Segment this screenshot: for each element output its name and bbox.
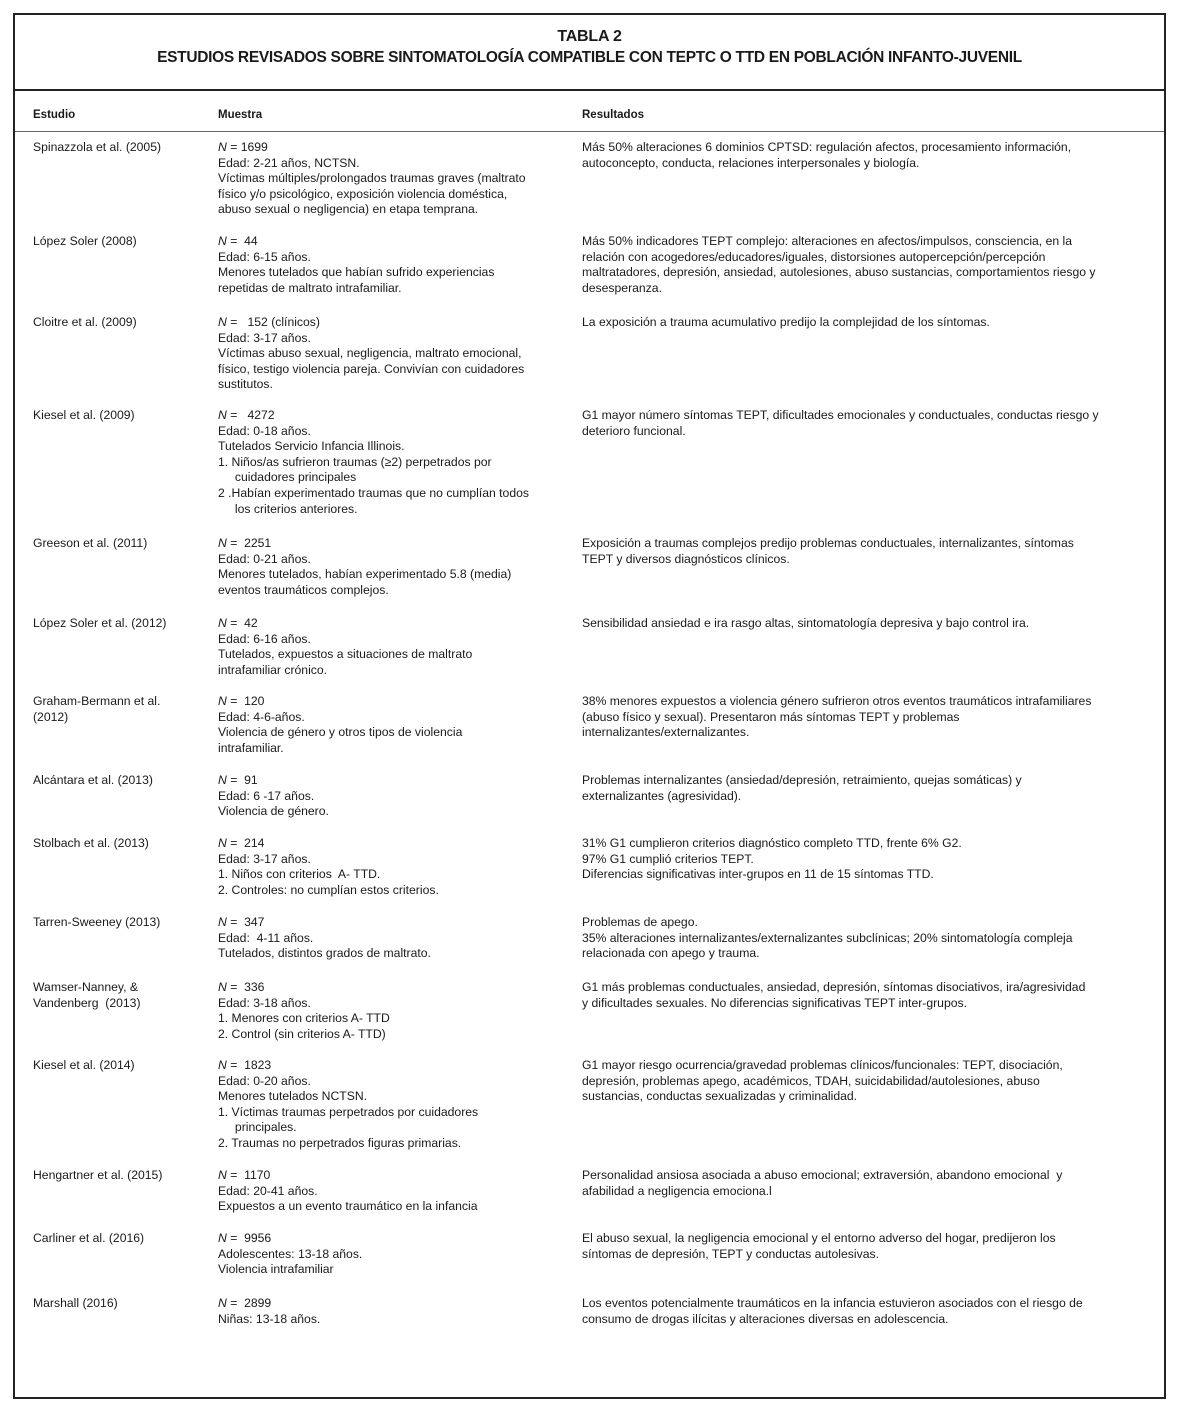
cell-line: Los eventos potencialmente traumáticos en la infancia estuvieron asociados con el riesgo de bbox=[582, 1296, 1083, 1310]
sample-size bbox=[218, 536, 511, 552]
cell-line: La exposición a trauma acumulativo predijo la complejidad de los síntomas. bbox=[582, 315, 990, 329]
cell-line: Edad: 0-21 años. bbox=[218, 551, 311, 566]
n-label: N bbox=[218, 616, 227, 630]
cell-line: y dificultades sexuales. No diferencias significativas TEPT inter-grupos. bbox=[582, 995, 967, 1010]
n-label: N bbox=[218, 408, 227, 422]
n-label: N bbox=[218, 140, 227, 154]
cell-line: 1. Niños/as sufrieron traumas (≥2) perpetrados por bbox=[218, 454, 492, 469]
cell-line: intrafamiliar crónico. bbox=[218, 662, 328, 677]
cell-line: Violencia de género y otros tipos de violencia bbox=[218, 725, 463, 740]
n-label: N bbox=[218, 980, 227, 994]
cell-line: sustancias, conductas sexualizadas y criminalidad. bbox=[582, 1089, 858, 1104]
cell-resultados bbox=[582, 140, 1071, 171]
n-value: = 214 bbox=[230, 836, 265, 850]
cell-line: relacionada con apego y trauma. bbox=[582, 946, 760, 961]
cell-line: Stolbach et al. (2013) bbox=[33, 836, 149, 850]
cell-line: Adolescentes: 13-18 años. bbox=[218, 1246, 363, 1261]
cell-resultados bbox=[582, 1231, 1056, 1262]
cell-line: Edad: 4-11 años. bbox=[218, 930, 314, 945]
cell-muestra bbox=[218, 1168, 477, 1215]
cell-line: Vandenberg (2013) bbox=[33, 995, 141, 1010]
cell-line: consumo de drogas ilícitas y alteraciones diversas en adolescencia. bbox=[582, 1311, 949, 1326]
cell-line: Cloitre et al. (2009) bbox=[33, 315, 137, 329]
cell-resultados bbox=[582, 836, 962, 883]
cell-muestra bbox=[218, 234, 494, 296]
sample-size bbox=[218, 836, 439, 852]
sample-size bbox=[218, 1296, 320, 1312]
cell-line: Tarren-Sweeney (2013) bbox=[33, 915, 161, 929]
n-label: N bbox=[218, 1058, 227, 1072]
header-estudio: Estudio bbox=[33, 109, 76, 121]
cell-line: 2. Control (sin criterios A- TTD) bbox=[218, 1026, 386, 1041]
cell-line: síntomas de depresión, TEPT y conductas autolesivas. bbox=[582, 1246, 879, 1261]
cell-line: afabilidad a negligencia emociona.l bbox=[582, 1183, 772, 1198]
cell-line: Víctimas abuso sexual, negligencia, maltrato emocional, bbox=[218, 346, 522, 361]
sample-size bbox=[218, 1231, 362, 1247]
cell-line: Hengartner et al. (2015) bbox=[33, 1168, 163, 1182]
n-label: N bbox=[218, 1168, 227, 1182]
n-value: = 91 bbox=[230, 773, 258, 787]
cell-line: Edad: 3-17 años. bbox=[218, 330, 311, 345]
cell-line: abuso sexual o negligencia) en etapa temprana. bbox=[218, 202, 479, 217]
cell-muestra bbox=[218, 315, 524, 393]
cell-line: los criterios anteriores. bbox=[218, 501, 358, 516]
cell-line: Tutelados Servicio Infancia Illinois. bbox=[218, 439, 405, 454]
cell-resultados bbox=[582, 773, 1022, 804]
cell-line: (abuso físico y sexual). Presentaron más síntomas TEPT y problemas bbox=[582, 709, 960, 724]
n-value: = 1699 bbox=[230, 140, 268, 154]
n-value: = 4272 bbox=[230, 408, 275, 422]
cell-line: 2. Traumas no perpetrados figuras primarias. bbox=[218, 1135, 462, 1150]
cell-estudio bbox=[33, 408, 135, 424]
cell-estudio bbox=[33, 1231, 144, 1247]
cell-estudio bbox=[33, 1296, 118, 1312]
cell-line: Edad: 2-21 años, NCTSN. bbox=[218, 155, 360, 170]
cell-line: Edad: 4-6-años. bbox=[218, 709, 305, 724]
cell-line: relación con acogedores/educadores/iguales, distorsiones autopercepción/percepción bbox=[582, 249, 1046, 264]
header-muestra: Muestra bbox=[218, 109, 263, 121]
sample-size bbox=[218, 140, 526, 156]
cell-line: G1 mayor número síntomas TEPT, dificultades emocionales y conductuales, conductas riesgo y bbox=[582, 408, 1099, 422]
cell-line: intrafamiliar. bbox=[218, 740, 284, 755]
sample-size bbox=[218, 616, 472, 632]
cell-line: eventos traumáticos complejos. bbox=[218, 582, 389, 597]
sample-size bbox=[218, 980, 390, 996]
cell-estudio bbox=[33, 140, 161, 156]
cell-line: 2 .Habían experimentado traumas que no cumplían todos bbox=[218, 485, 529, 500]
cell-line: Más 50% indicadores TEPT complejo: alteraciones en afectos/impulsos, consciencia, en la bbox=[582, 234, 1073, 248]
cell-line: internalizantes/externalizantes. bbox=[582, 725, 750, 740]
cell-line: Expuestos a un evento traumático en la infancia bbox=[218, 1199, 478, 1214]
cell-line: Edad: 20-41 años. bbox=[218, 1183, 318, 1198]
cell-line: depresión, problemas apego, académicos, TDAH, suicidabilidad/autolesiones, abuso bbox=[582, 1073, 1040, 1088]
n-value: = 347 bbox=[230, 915, 265, 929]
cell-line: Graham-Bermann et al. bbox=[33, 694, 161, 708]
cell-line: López Soler (2008) bbox=[33, 234, 137, 248]
cell-line: 2. Controles: no cumplían estos criterios. bbox=[218, 882, 439, 897]
header-resultados: Resultados bbox=[582, 109, 644, 121]
cell-resultados bbox=[582, 315, 990, 331]
cell-resultados bbox=[582, 915, 1072, 962]
table-title-box bbox=[15, 15, 1164, 91]
cell-estudio bbox=[33, 1058, 135, 1074]
sample-size bbox=[218, 773, 329, 789]
cell-line: Wamser-Nanney, & bbox=[33, 980, 138, 994]
cell-line: Más 50% alteraciones 6 dominios CPTSD: regulación afectos, procesamiento información, bbox=[582, 140, 1072, 154]
cell-line: Menores tutelados que habían sufrido experiencias bbox=[218, 265, 495, 280]
cell-line: Tutelados, expuestos a situaciones de maltrato bbox=[218, 647, 473, 662]
sample-size bbox=[218, 1058, 478, 1074]
cell-line: sustitutos. bbox=[218, 377, 273, 392]
cell-line: Alcántara et al. (2013) bbox=[33, 773, 153, 787]
cell-estudio bbox=[33, 694, 160, 725]
header-divider bbox=[15, 131, 1164, 132]
cell-line: Sensibilidad ansiedad e ira rasgo altas, sintomatología depresiva y bajo control ira. bbox=[582, 616, 1030, 630]
cell-line: Greeson et al. (2011) bbox=[33, 536, 148, 550]
cell-line: físico y/o psicológico, exposición violencia doméstica, bbox=[218, 186, 508, 201]
n-value: = 120 bbox=[230, 694, 265, 708]
cell-line: 1. Niños con criterios A- TTD. bbox=[218, 867, 381, 882]
cell-line: TEPT y diversos diagnósticos clínicos. bbox=[582, 551, 790, 566]
cell-muestra bbox=[218, 773, 329, 820]
cell-line: G1 más problemas conductuales, ansiedad, depresión, síntomas disociativos, ira/agresividad bbox=[582, 980, 1086, 994]
n-value: = 44 bbox=[230, 234, 258, 248]
cell-line: repetidas de maltrato intrafamiliar. bbox=[218, 280, 402, 295]
cell-line: El abuso sexual, la negligencia emocional y el entorno adverso del hogar, predijeron los bbox=[582, 1231, 1056, 1245]
cell-resultados bbox=[582, 1058, 1063, 1105]
table-number: TABLA 2 bbox=[557, 28, 622, 45]
cell-line: 1. Menores con criterios A- TTD bbox=[218, 1011, 390, 1026]
n-label: N bbox=[218, 315, 227, 329]
cell-muestra bbox=[218, 1231, 362, 1278]
cell-resultados bbox=[582, 980, 1085, 1011]
cell-estudio bbox=[33, 836, 149, 852]
cell-line: Menores tutelados NCTSN. bbox=[218, 1089, 368, 1104]
cell-line: Diferencias significativas inter-grupos en 11 de 15 síntomas TTD. bbox=[582, 867, 934, 882]
cell-resultados bbox=[582, 408, 1099, 439]
cell-line: Problemas internalizantes (ansiedad/depresión, retraimiento, quejas somáticas) y bbox=[582, 773, 1022, 787]
cell-line: Marshall (2016) bbox=[33, 1296, 118, 1310]
cell-line: Kiesel et al. (2009) bbox=[33, 408, 135, 422]
cell-line: Violencia intrafamiliar bbox=[218, 1262, 334, 1277]
cell-muestra bbox=[218, 836, 439, 898]
cell-line: Carliner et al. (2016) bbox=[33, 1231, 145, 1245]
n-label: N bbox=[218, 836, 227, 850]
n-value: = 9956 bbox=[230, 1231, 272, 1245]
cell-resultados bbox=[582, 694, 1091, 741]
sample-size bbox=[218, 694, 462, 710]
cell-line: deterioro funcional. bbox=[582, 423, 686, 438]
cell-line: 38% menores expuestos a violencia género sufrieron otros eventos traumáticos intrafamiliares bbox=[582, 694, 1092, 708]
cell-resultados bbox=[582, 536, 1074, 567]
n-value: = 336 bbox=[230, 980, 265, 994]
cell-line: Kiesel et al. (2014) bbox=[33, 1058, 135, 1072]
n-label: N bbox=[218, 694, 227, 708]
cell-estudio bbox=[33, 980, 141, 1011]
cell-line: 35% alteraciones internalizantes/externalizantes subclínicas; 20% sintomatología compleja bbox=[582, 930, 1073, 945]
sample-size bbox=[218, 315, 524, 331]
cell-resultados bbox=[582, 616, 1029, 632]
cell-estudio bbox=[33, 616, 166, 632]
cell-line: López Soler et al. (2012) bbox=[33, 616, 167, 630]
cell-line: 1. Víctimas traumas perpetrados por cuidadores bbox=[218, 1104, 479, 1119]
cell-estudio bbox=[33, 915, 160, 931]
n-label: N bbox=[218, 1231, 227, 1245]
cell-line: Edad: 0-20 años. bbox=[218, 1073, 311, 1088]
cell-line: cuidadores principales bbox=[218, 470, 357, 485]
n-value: = 1170 bbox=[230, 1168, 271, 1182]
cell-resultados bbox=[582, 1296, 1083, 1327]
cell-estudio bbox=[33, 536, 147, 552]
cell-line: Edad: 3-18 años. bbox=[218, 995, 311, 1010]
sample-size bbox=[218, 408, 529, 424]
n-value: = 2251 bbox=[230, 536, 272, 550]
cell-line: Spinazzola et al. (2005) bbox=[33, 140, 162, 154]
cell-line: Edad: 6-16 años. bbox=[218, 631, 311, 646]
cell-muestra bbox=[218, 1296, 320, 1327]
cell-line: Violencia de género. bbox=[218, 804, 329, 819]
cell-estudio bbox=[33, 1168, 162, 1184]
cell-muestra bbox=[218, 536, 511, 598]
cell-line: maltratadores, depresión, ansiedad, autolesiones, abuso sustancias, comportamientos riesgo y bbox=[582, 265, 1096, 280]
cell-line: (2012) bbox=[33, 709, 69, 724]
cell-line: Tutelados, distintos grados de maltrato. bbox=[218, 946, 431, 961]
n-label: N bbox=[218, 536, 227, 550]
cell-estudio bbox=[33, 315, 137, 331]
cell-muestra bbox=[218, 915, 431, 962]
cell-estudio bbox=[33, 234, 137, 250]
n-label: N bbox=[218, 915, 227, 929]
cell-muestra bbox=[218, 980, 390, 1042]
n-label: N bbox=[218, 234, 227, 248]
cell-line: Edad: 6 -17 años. bbox=[218, 788, 315, 803]
table-title: ESTUDIOS REVISADOS SOBRE SINTOMATOLOGÍA COMPATIBLE CON TEPTC O TTD EN POBLACIÓN INFANTO-JUVENIL bbox=[157, 49, 1022, 66]
cell-line: físico, testigo violencia pareja. Convivían con cuidadores bbox=[218, 361, 525, 376]
sample-size bbox=[218, 915, 431, 931]
cell-line: Edad: 3-17 años. bbox=[218, 851, 311, 866]
n-label: N bbox=[218, 1296, 227, 1310]
cell-resultados bbox=[582, 1168, 1062, 1199]
cell-resultados bbox=[582, 234, 1096, 296]
n-value: = 152 (clínicos) bbox=[230, 315, 320, 329]
cell-line: autoconcepto, conducta, relaciones interpersonales y biología. bbox=[582, 155, 920, 170]
n-label: N bbox=[218, 773, 227, 787]
n-value: = 42 bbox=[230, 616, 258, 630]
cell-line: externalizantes (agresividad). bbox=[582, 788, 742, 803]
table-frame bbox=[13, 13, 1166, 1399]
n-value: = 1823 bbox=[230, 1058, 272, 1072]
sample-size bbox=[218, 234, 494, 250]
cell-muestra bbox=[218, 140, 526, 218]
cell-muestra bbox=[218, 408, 529, 517]
n-value: = 2899 bbox=[230, 1296, 272, 1310]
cell-line: 31% G1 cumplieron criterios diagnóstico completo TTD, frente 6% G2. bbox=[582, 836, 962, 850]
cell-line: principales. bbox=[218, 1120, 297, 1135]
cell-line: Edad: 0-18 años. bbox=[218, 423, 311, 438]
cell-line: Edad: 6-15 años. bbox=[218, 249, 311, 264]
cell-muestra bbox=[218, 616, 472, 678]
cell-line: Menores tutelados, habían experimentado 5.8 (media) bbox=[218, 567, 512, 582]
cell-estudio bbox=[33, 773, 153, 789]
cell-line: 97% G1 cumplió criterios TEPT. bbox=[582, 851, 754, 866]
cell-muestra bbox=[218, 1058, 478, 1152]
cell-line: Víctimas múltiples/prolongados traumas graves (maltrato bbox=[218, 171, 526, 186]
cell-line: Problemas de apego. bbox=[582, 915, 698, 929]
cell-line: Niñas: 13-18 años. bbox=[218, 1311, 321, 1326]
cell-line: G1 mayor riesgo ocurrencia/gravedad problemas clínicos/funcionales: TEPT, disociación, bbox=[582, 1058, 1063, 1072]
cell-muestra bbox=[218, 694, 462, 756]
sample-size bbox=[218, 1168, 477, 1184]
cell-line: Exposición a traumas complejos predijo problemas conductuales, internalizantes, síntomas bbox=[582, 536, 1074, 550]
cell-line: Personalidad ansiosa asociada a abuso emocional; extraversión, abandono emocional y bbox=[582, 1168, 1063, 1182]
cell-line: desesperanza. bbox=[582, 280, 662, 295]
